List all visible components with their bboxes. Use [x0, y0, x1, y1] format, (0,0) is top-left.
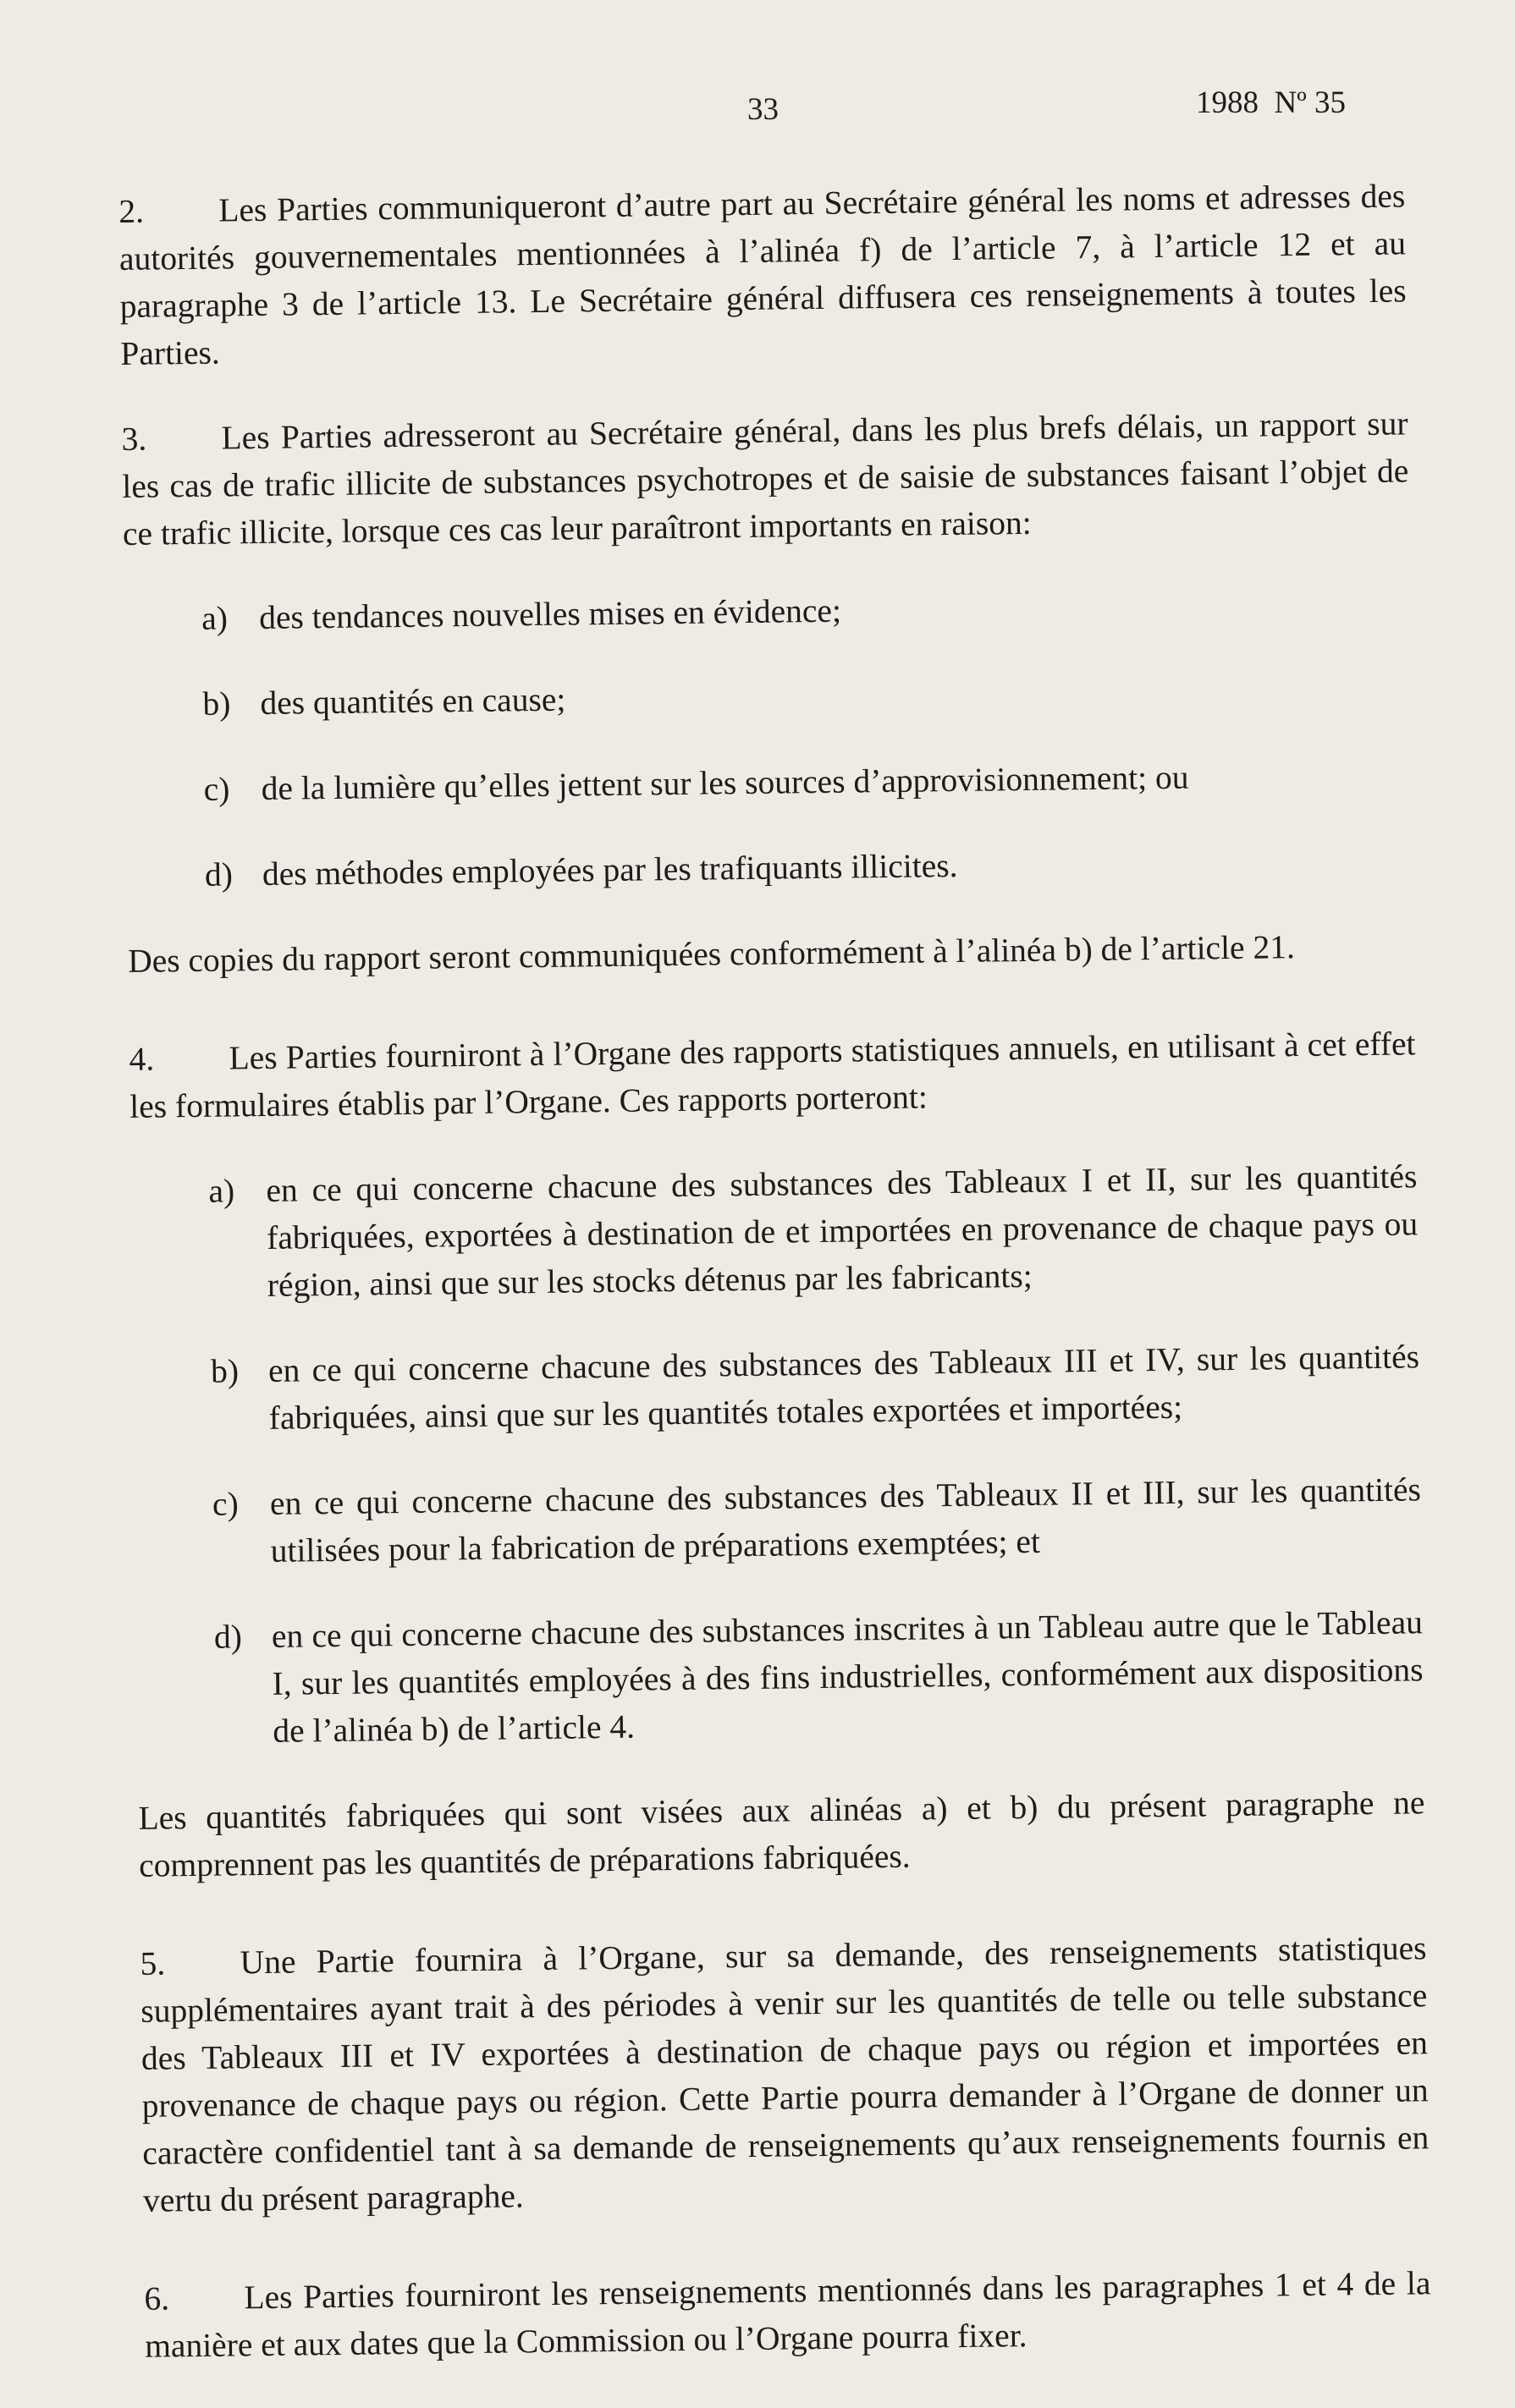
list-item — [136, 1598, 1424, 1757]
paragraph-2 — [118, 172, 1408, 377]
item-text: en ce qui concerne chacune des substances des Tableaux III et IV, sur les quantités fabriquées, ainsi que sur les quantités totales exportées et importées; — [267, 1338, 1420, 1437]
item-letter: a) — [201, 599, 229, 637]
list-item — [124, 665, 1412, 728]
item-letter: c) — [203, 770, 230, 808]
item-text: en ce qui concerne chacune des substances inscrites à un Tableau autre que le Tableau I, sur les quantités employées à des fins industrielles, conformément aux dispositions de l’alinéa b) de l’article 4. — [271, 1603, 1424, 1750]
item-text: de la lumière qu’elles jettent sur les sources d’approvisionnement; ou — [261, 758, 1189, 807]
item-text: des méthodes employées par les trafiquants illicites. — [262, 846, 958, 893]
paragraph-3 — [121, 399, 1409, 558]
paragraph-number: 6. — [144, 2279, 170, 2317]
list-item — [124, 580, 1411, 643]
item-text: des tendances nouvelles mises en évidence; — [258, 591, 842, 637]
article-body — [118, 172, 1432, 2407]
item-letter: b) — [202, 684, 231, 723]
list-item — [125, 750, 1413, 814]
paragraph-number: 4. — [129, 1040, 155, 1078]
item-letter: b) — [210, 1352, 240, 1390]
list-item — [130, 1152, 1419, 1311]
page-number: 33 — [747, 92, 779, 127]
paragraph-text: Les Parties communiqueront d’autre part au Secrétaire général les noms et adresses des autorités gouvernementales mentionnées à l’alinéa f) de l’article 7, à l’article 12 et au paragraphe 3 de l’article 13. Le Secrétaire général diffusera ces renseignements à toutes les Parties. — [118, 177, 1407, 372]
item-letter: d) — [204, 855, 234, 893]
page-header — [0, 85, 1515, 135]
paragraph-text: Une Partie fournira à l’Organe, sur sa demande, des renseignements statistiques supplémentaires ayant trait à des périodes à venir sur les quantités de telle ou telle substance des Tableaux III et IV exportées à destination de chaque pays ou région et importées en provenance de chaque pays ou région. Cette Partie pourra demander à l’Organe de donner un caractère confidentiel tant à sa demande de renseignements qu’aux renseignements fournis en vertu du présent paragraphe. — [140, 1929, 1430, 2219]
paragraph-3-tail: Des copies du rapport seront communiquées conformément à l’alinéa b) de l’article 21. — [127, 928, 1296, 980]
item-letter: a) — [208, 1172, 235, 1210]
paragraph-5 — [140, 1924, 1430, 2224]
paragraph-number: 2. — [118, 192, 145, 230]
list-item — [135, 1465, 1422, 1576]
paragraph-number: 3. — [121, 420, 147, 458]
paragraph-text: Les Parties adresseront au Secrétaire général, dans les plus brefs délais, un rapport sur les cas de trafic illicite de substances psychotropes et de saisie de substances faisant l’objet de ce trafic illicite, lorsque ces cas leur paraîtront importants en raison: — [122, 404, 1409, 553]
item-letter: c) — [212, 1485, 239, 1523]
item-text: en ce qui concerne chacune des substances des Tableaux I et II, sur les quantités fabriquées, exportées à destination de et importées en provenance de chaque pays ou région, ainsi que sur les stocks détenus par les fabricants; — [266, 1157, 1419, 1304]
item-text: en ce qui concerne chacune des substances des Tableaux II et III, sur les quantités utilisées pour la fabrication de préparations exemptées; et — [269, 1471, 1422, 1570]
list-item — [127, 836, 1414, 899]
list-item — [133, 1333, 1420, 1443]
paragraph-4-tail: Les quantités fabriquées qui sont visées aux alinéas a) et b) du présent paragraphe ne comprennent pas les quantités de préparations fabriquées. — [138, 1784, 1425, 1884]
paragraph-6 — [144, 2259, 1431, 2370]
year-number-label: 1988 Nº 35 — [1196, 85, 1346, 120]
item-text: des quantités en cause; — [260, 680, 566, 722]
paragraph-number: 5. — [140, 1944, 166, 1982]
paragraph-4 — [129, 1020, 1416, 1130]
paragraph-text: Les Parties fourniront à l’Organe des rapports statistiques annuels, en utilisant à cet effet les formulaires établis par l’Organe. Ces rapports porteront: — [129, 1025, 1416, 1125]
paragraph-text: Les Parties fourniront les renseignements mentionnés dans les paragraphes 1 et 4 de la manière et aux dates que la Commission ou l’Organe pourra fixer. — [144, 2264, 1431, 2365]
item-letter: d) — [213, 1618, 243, 1656]
